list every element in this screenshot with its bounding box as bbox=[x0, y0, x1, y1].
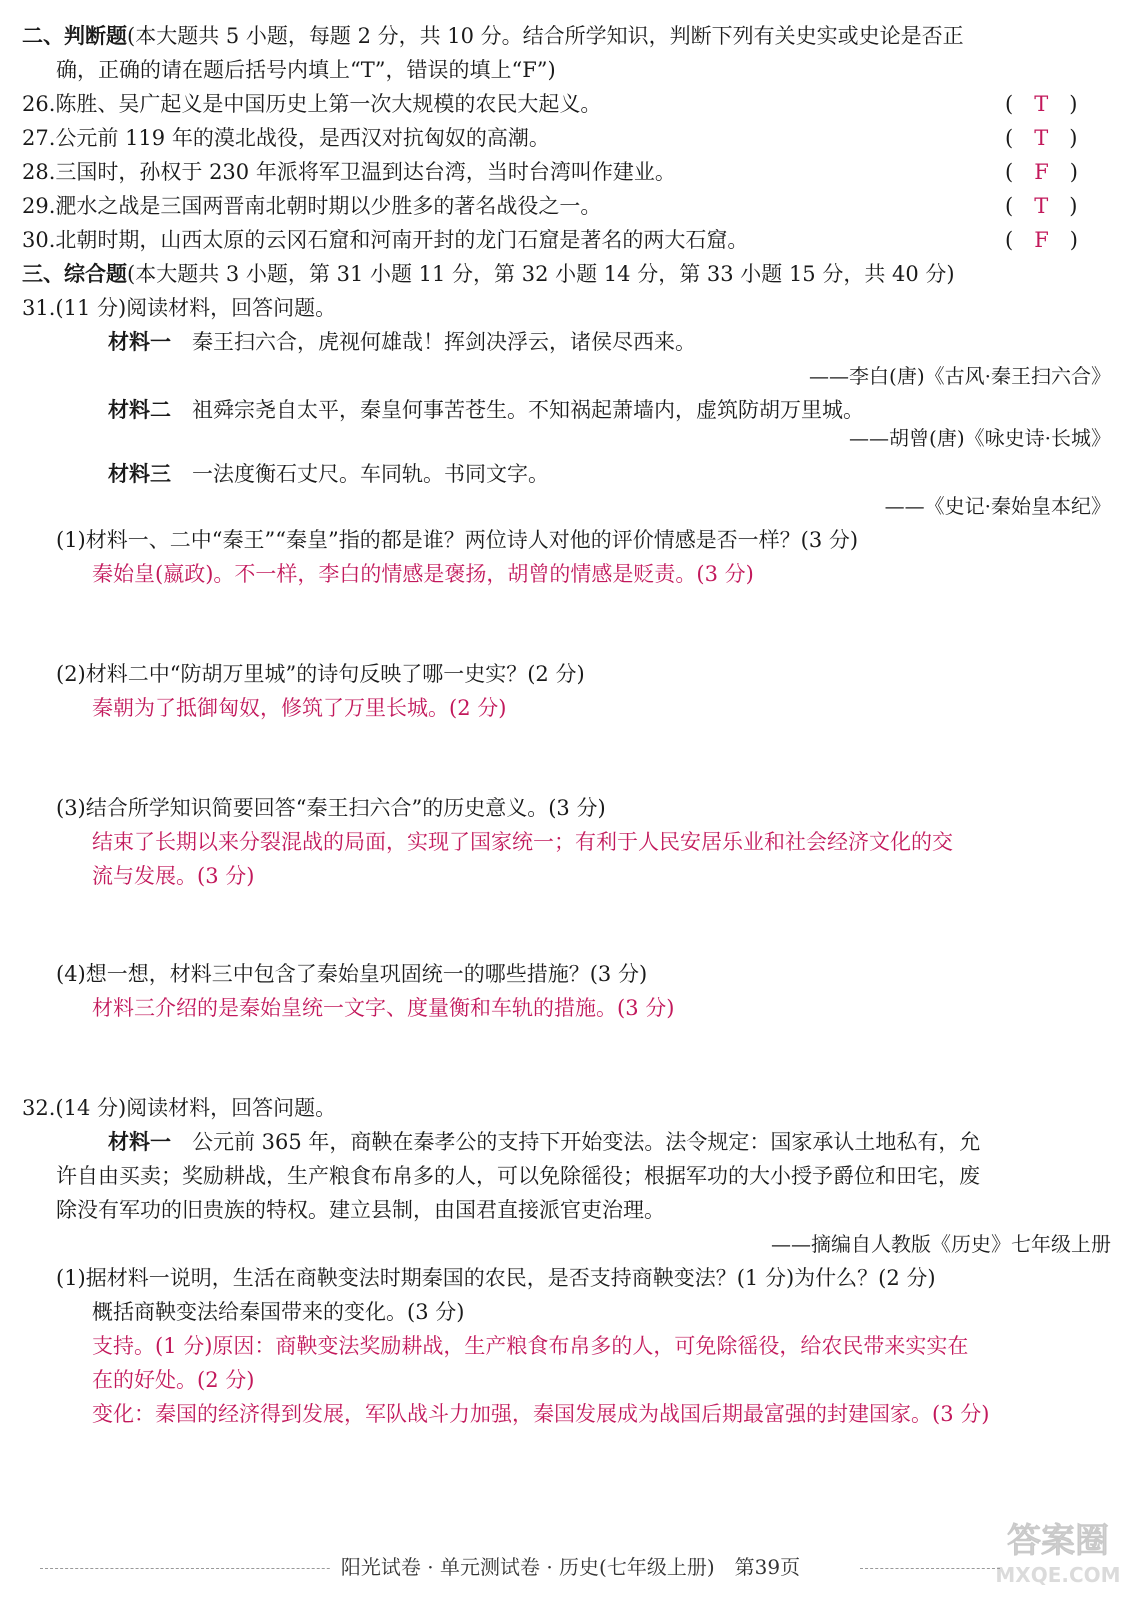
q31-answer-3-line2: 流与发展。(3 分) bbox=[92, 864, 255, 888]
q31-answer-3-line1: 结束了长期以来分裂混战的局面，实现了国家统一；有利于人民安居乐业和社会经济文化的交 bbox=[92, 830, 953, 854]
q32-material-1-line2: 许自由买卖；奖励耕战，生产粮食布帛多的人，可以免除徭役；根据军功的大小授予爵位和田宅，废 bbox=[56, 1164, 980, 1188]
section2-heading: 二、判断题 bbox=[22, 23, 127, 48]
q32-answer-1-line3: 变化：秦国的经济得到发展，军队战斗力加强，秦国发展成为战国后期最富强的封建国家。(3 分) bbox=[92, 1402, 990, 1426]
q32-material-1-line1 bbox=[108, 1128, 980, 1156]
tf-answer-29: ( T ) bbox=[1005, 194, 1078, 218]
watermark-text-main: 答案圈 bbox=[1007, 1521, 1109, 1561]
q31-subq-3: (3)结合所学知识简要回答“秦王扫六合”的历史意义。(3 分) bbox=[56, 796, 606, 820]
section3-instructions bbox=[22, 260, 955, 288]
tf-mark-30: F bbox=[1034, 228, 1049, 252]
q31-answer-4: 材料三介绍的是秦始皇统一文字、度量衡和车轨的措施。(3 分) bbox=[92, 996, 675, 1020]
tf-mark-28: F bbox=[1034, 160, 1049, 184]
q32-stem: 32.(14 分)阅读材料，回答问题。 bbox=[22, 1096, 337, 1120]
page-footer bbox=[0, 1553, 1141, 1581]
q32-m1-source: ——摘编自人教版《历史》七年级上册 bbox=[771, 1232, 1111, 1256]
watermark-logo bbox=[983, 1504, 1133, 1594]
q31-answer-1: 秦始皇(嬴政)。不一样，李白的情感是褒扬，胡曾的情感是贬责。(3 分) bbox=[92, 562, 754, 586]
tf-question-26: 26.陈胜、吴广起义是中国历史上第一次大规模的农民大起义。 bbox=[22, 92, 602, 116]
q31-m2-label: 材料二 bbox=[108, 397, 171, 422]
footer-text: 阳光试卷 · 单元测试卷 · 历史(七年级上册) 第39页 bbox=[331, 1555, 810, 1579]
tf-question-29: 29.淝水之战是三国两晋南北朝时期以少胜多的著名战役之一。 bbox=[22, 194, 602, 218]
q31-answer-2: 秦朝为了抵御匈奴，修筑了万里长城。(2 分) bbox=[92, 696, 507, 720]
q31-material-2 bbox=[108, 396, 864, 424]
tf-question-27: 27.公元前 119 年的漠北战役，是西汉对抗匈奴的高潮。 bbox=[22, 126, 550, 150]
tf-mark-27: T bbox=[1034, 126, 1049, 150]
q31-m3-text: 一法度衡石丈尺。车同轨。书同文字。 bbox=[192, 462, 549, 486]
q32-answer-1-line1: 支持。(1 分)原因：商鞅变法奖励耕战，生产粮食布帛多的人，可免除徭役，给农民带来实实在 bbox=[92, 1334, 969, 1358]
q31-m2-text: 祖舜宗尧自太平，秦皇何事苦苍生。不知祸起萧墙内，虚筑防胡万里城。 bbox=[192, 398, 864, 422]
q31-stem: 31.(11 分)阅读材料，回答问题。 bbox=[22, 296, 337, 320]
q31-material-1 bbox=[108, 328, 696, 356]
tf-answer-30: ( F ) bbox=[1005, 228, 1078, 252]
q31-subq-2: (2)材料二中“防胡万里城”的诗句反映了哪一史实？(2 分) bbox=[56, 662, 585, 686]
tf-question-28: 28.三国时，孙权于 230 年派将军卫温到达台湾，当时台湾叫作建业。 bbox=[22, 160, 676, 184]
q32-m1-line1-text: 公元前 365 年，商鞅在秦孝公的支持下开始变法。法令规定：国家承认土地私有，允 bbox=[192, 1130, 981, 1154]
q32-answer-1-line2: 在的好处。(2 分) bbox=[92, 1368, 255, 1392]
tf-question-30: 30.北朝时期，山西太原的云冈石窟和河南开封的龙门石窟是著名的两大石窟。 bbox=[22, 228, 749, 252]
tf-answer-28: ( F ) bbox=[1005, 160, 1078, 184]
q32-subq-1-line1: (1)据材料一说明，生活在商鞅变法时期秦国的农民，是否支持商鞅变法？(1 分)为什么？(2 分) bbox=[56, 1266, 936, 1290]
section2-instructions bbox=[22, 22, 964, 50]
q31-material-3 bbox=[108, 460, 549, 488]
q32-material-1-line3: 除没有军功的旧贵族的特权。建立县制，由国君直接派官吏治理。 bbox=[56, 1198, 665, 1222]
watermark-text-url: MXQE.COM bbox=[995, 1563, 1121, 1587]
tf-mark-26: T bbox=[1034, 92, 1049, 116]
q31-m1-source: ——李白(唐)《古风·秦王扫六合》 bbox=[809, 364, 1111, 388]
q32-subq-1-line2: 概括商鞅变法给秦国带来的变化。(3 分) bbox=[92, 1300, 465, 1324]
section3-instr: (本大题共 3 小题，第 31 小题 11 分，第 32 小题 14 分，第 33 小题 15 分，共 40 分) bbox=[127, 262, 955, 286]
tf-answer-27: ( T ) bbox=[1005, 126, 1078, 150]
q31-m1-text: 秦王扫六合，虎视何雄哉！挥剑决浮云，诸侯尽西来。 bbox=[192, 330, 696, 354]
tf-answer-26: ( T ) bbox=[1005, 92, 1078, 116]
q31-m2-source: ——胡曾(唐)《咏史诗·长城》 bbox=[849, 426, 1111, 450]
q31-m3-source: ——《史记·秦始皇本纪》 bbox=[884, 494, 1111, 518]
q32-m1-label: 材料一 bbox=[108, 1129, 171, 1154]
q31-subq-4: (4)想一想，材料三中包含了秦始皇巩固统一的哪些措施？(3 分) bbox=[56, 962, 648, 986]
q31-subq-1: (1)材料一、二中“秦王”“秦皇”指的都是谁？两位诗人对他的评价情感是否一样？(3 分) bbox=[56, 528, 859, 552]
section3-heading: 三、综合题 bbox=[22, 261, 127, 286]
q31-m3-label: 材料三 bbox=[108, 461, 171, 486]
tf-mark-29: T bbox=[1034, 194, 1049, 218]
section2-instr-line2: 确，正确的请在题后括号内填上“T”，错误的填上“F”) bbox=[56, 58, 556, 82]
section2-instr-line1: (本大题共 5 小题，每题 2 分，共 10 分。结合所学知识，判断下列有关史实或史论是否正 bbox=[127, 24, 964, 48]
q31-m1-label: 材料一 bbox=[108, 329, 171, 354]
